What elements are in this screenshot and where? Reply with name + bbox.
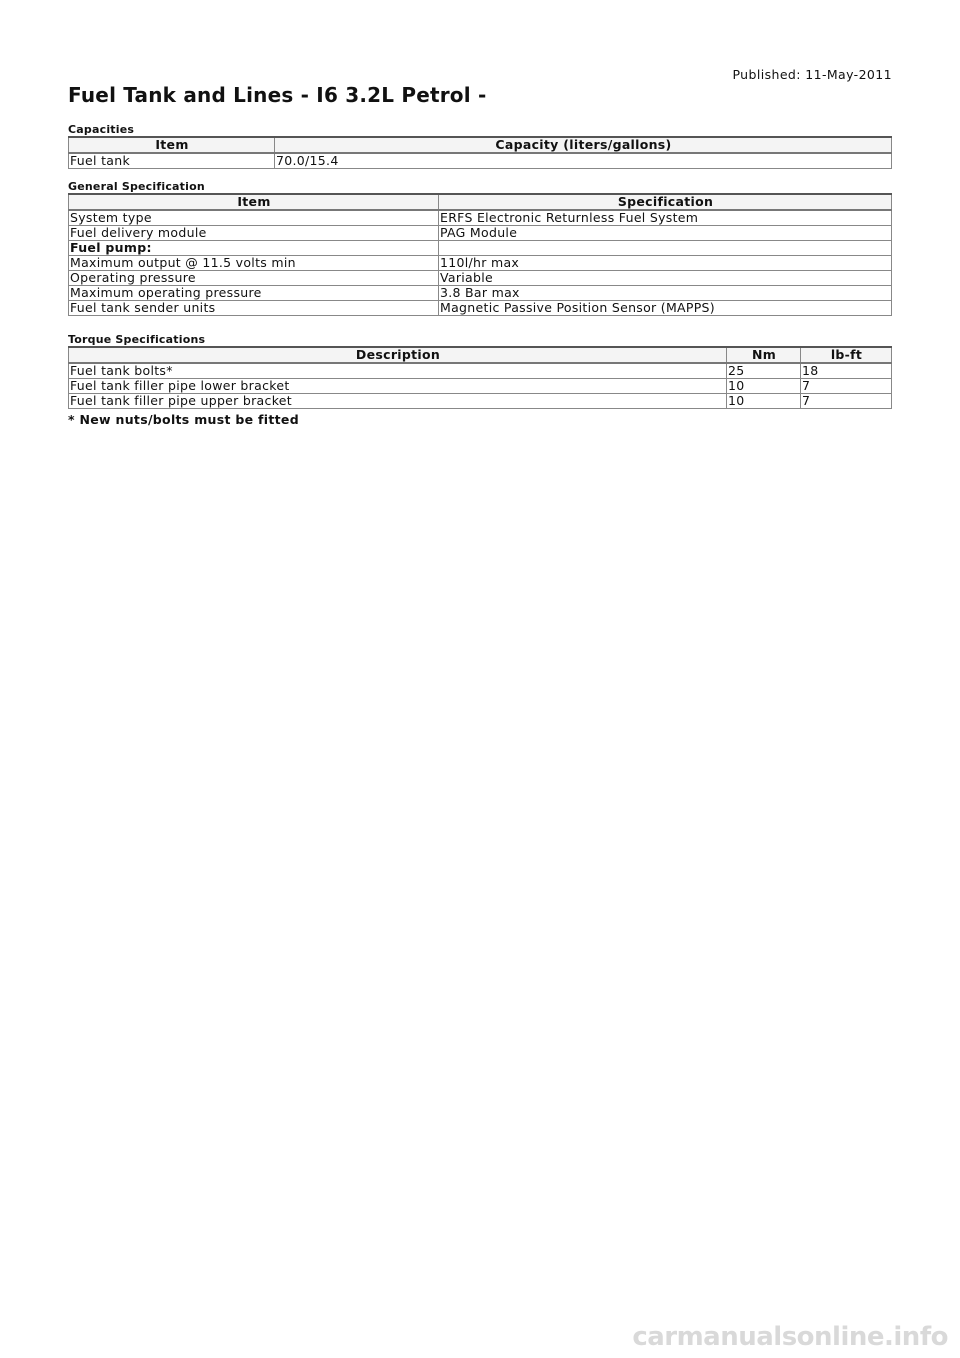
cell-description: Fuel tank bolts* xyxy=(69,363,727,379)
cell-nm: 25 xyxy=(727,363,801,379)
cell-subheading: Fuel pump: xyxy=(69,241,439,256)
cell-specification: PAG Module xyxy=(439,226,892,241)
cell-specification: 110l/hr max xyxy=(439,256,892,271)
cell-lbft: 7 xyxy=(801,379,892,394)
cell-specification: Variable xyxy=(439,271,892,286)
general-spec-table xyxy=(68,193,892,316)
table-header-row xyxy=(69,347,892,363)
column-header-lbft: lb-ft xyxy=(801,347,892,363)
page-title: Fuel Tank and Lines - I6 3.2L Petrol - xyxy=(68,83,487,107)
cell-specification: 3.8 Bar max xyxy=(439,286,892,301)
cell-item: Fuel delivery module xyxy=(69,226,439,241)
cell-item: Fuel tank sender units xyxy=(69,301,439,316)
column-header-description: Description xyxy=(69,347,727,363)
table-row xyxy=(69,210,892,226)
table-row xyxy=(69,241,892,256)
cell-nm: 10 xyxy=(727,379,801,394)
cell-description: Fuel tank filler pipe upper bracket xyxy=(69,394,727,409)
cell-specification: ERFS Electronic Returnless Fuel System xyxy=(439,210,892,226)
torque-spec-table xyxy=(68,346,892,409)
watermark: carmanualsonline.info xyxy=(632,1322,948,1352)
capacities-section-title: Capacities xyxy=(68,123,135,136)
column-header-nm: Nm xyxy=(727,347,801,363)
table-row xyxy=(69,286,892,301)
table-row xyxy=(69,363,892,379)
torque-footnote: * New nuts/bolts must be fitted xyxy=(68,412,299,427)
cell-item: System type xyxy=(69,210,439,226)
general-spec-section-title: General Specification xyxy=(68,180,205,193)
capacities-table xyxy=(68,136,892,169)
column-header-capacity: Capacity (liters/gallons) xyxy=(275,137,892,153)
cell-nm: 10 xyxy=(727,394,801,409)
column-header-specification: Specification xyxy=(439,194,892,210)
column-header-item: Item xyxy=(69,137,275,153)
table-row xyxy=(69,256,892,271)
cell-description: Fuel tank filler pipe lower bracket xyxy=(69,379,727,394)
table-row xyxy=(69,271,892,286)
published-date: Published: 11-May-2011 xyxy=(732,67,892,82)
cell-item: Maximum output @ 11.5 volts min xyxy=(69,256,439,271)
cell-capacity: 70.0/15.4 xyxy=(275,153,892,169)
table-header-row xyxy=(69,137,892,153)
cell-item: Operating pressure xyxy=(69,271,439,286)
cell-lbft: 18 xyxy=(801,363,892,379)
table-row xyxy=(69,226,892,241)
cell-specification: Magnetic Passive Position Sensor (MAPPS) xyxy=(439,301,892,316)
table-row xyxy=(69,301,892,316)
table-header-row xyxy=(69,194,892,210)
cell-specification xyxy=(439,241,892,256)
torque-spec-section-title: Torque Specifications xyxy=(68,333,206,346)
table-row xyxy=(69,394,892,409)
cell-lbft: 7 xyxy=(801,394,892,409)
table-row xyxy=(69,379,892,394)
column-header-item: Item xyxy=(69,194,439,210)
cell-item: Maximum operating pressure xyxy=(69,286,439,301)
cell-item: Fuel tank xyxy=(69,153,275,169)
table-row xyxy=(69,153,892,169)
